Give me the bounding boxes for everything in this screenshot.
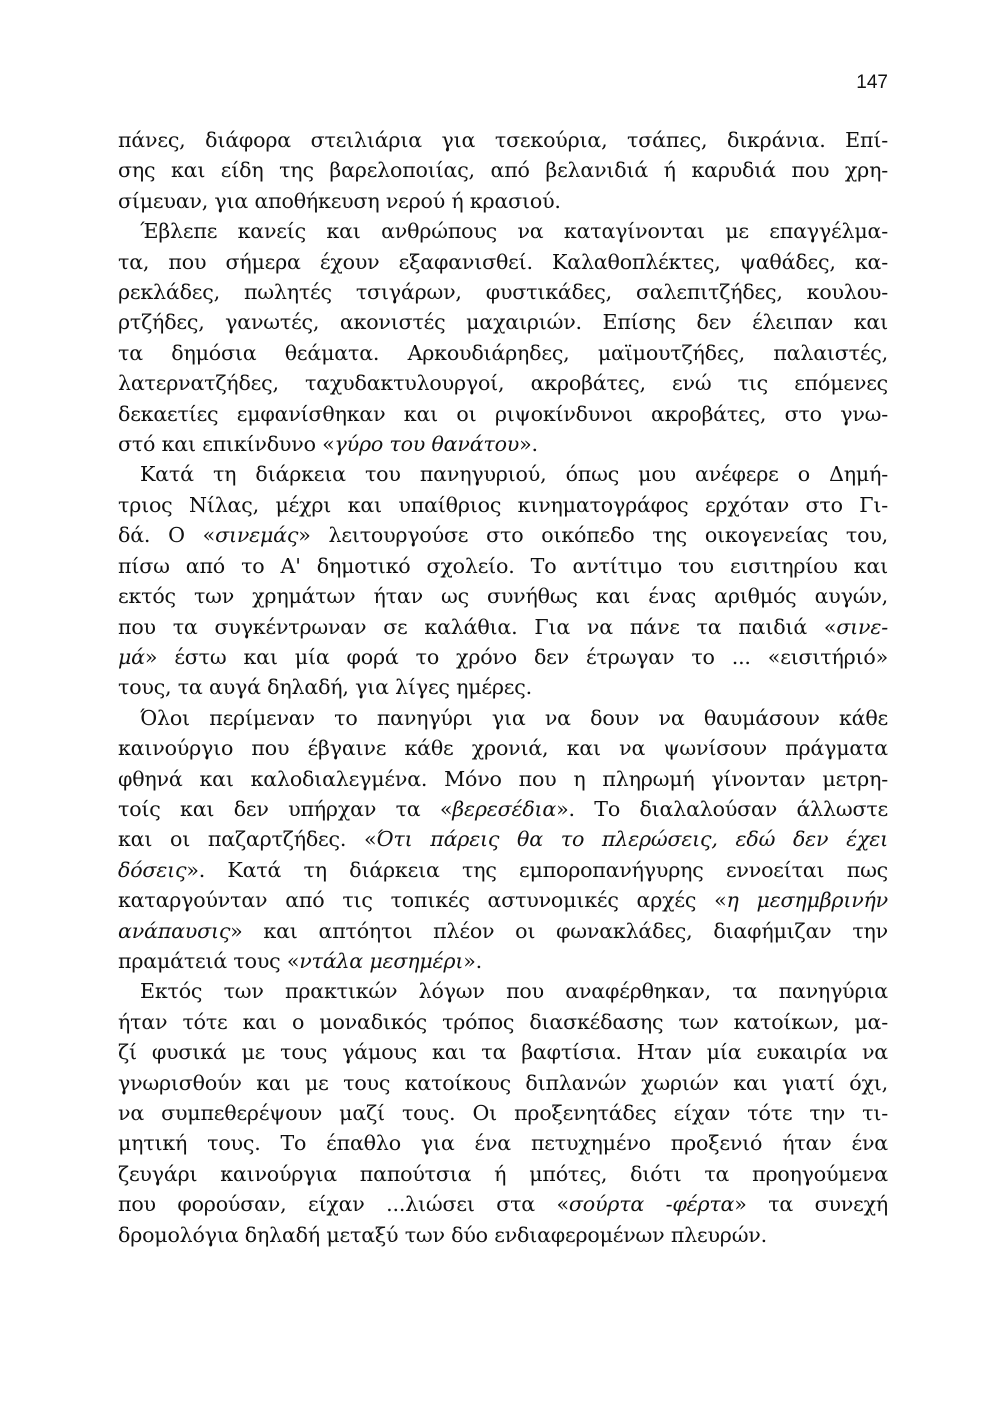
text-run: στό και επικίνδυνο «: [118, 432, 335, 457]
page-number: 147: [856, 72, 888, 93]
text-line: [118, 368, 888, 398]
text-run: που φορούσαν, είχαν ...λιώσει στα «: [118, 1192, 569, 1217]
text-line: [118, 125, 888, 155]
text-line: [118, 916, 888, 946]
body-text: [118, 125, 888, 1250]
text-run: τοίς και δεν υπήρχαν τα «: [118, 796, 453, 821]
text-run: ρτζήδες, γανωτές, ακονιστές μαχαιριών. Επίσης δεν έλειπαν και: [118, 310, 888, 335]
text-line: [118, 794, 888, 824]
text-line: [118, 155, 888, 185]
text-run: που τα συγκέντρωναν σε καλάθια. Για να πάνε τα παιδιά «: [118, 614, 837, 639]
text-line: [118, 551, 888, 581]
text-run: ».: [519, 432, 538, 457]
text-line: [118, 855, 888, 885]
italic-text: Ότι πάρεις θα το πλερώσεις, εδώ δεν έχει: [376, 827, 888, 852]
text-run: να συμπεθερέψουν μαζί τους. Οι προξενητάδες είχαν τότε την τι-: [118, 1101, 888, 1125]
text-line: [118, 247, 888, 277]
text-run: ήταν τότε και ο μοναδικός τρόπος διασκέδασης των κατοίκων, μα-: [118, 1009, 888, 1034]
text-line: [118, 399, 888, 429]
text-run: τους, τα αυγά δηλαδή, για λίγες ημέρες.: [118, 675, 532, 700]
italic-text: βερεσέδια: [452, 796, 557, 821]
text-line: [118, 277, 888, 307]
text-run: καινούργιο που έβγαινε κάθε χρονιά, και να ψωνίσουν πράγματα: [118, 736, 888, 761]
text-run: ζί φυσικά με τους γάμους και τα βαφτίσια. Ηταν μία ευκαιρία να: [118, 1040, 888, 1065]
text-line: [118, 885, 888, 915]
paragraph: [118, 703, 888, 977]
text-line: [118, 824, 888, 854]
text-run: ρεκλάδες, πωλητές τσιγάρων, φυστικάδες, σαλεπιτζήδες, κουλου-: [118, 280, 888, 305]
text-line: [118, 186, 888, 216]
text-run: πραμάτειά τους «: [118, 948, 300, 973]
text-run: λατερνατζήδες, ταχυδακτυλουργοί, ακροβάτες, ενώ τις επόμενες: [118, 371, 888, 396]
italic-text: μά: [118, 644, 145, 669]
text-run: και οι παζαρτζήδες. «: [118, 827, 377, 852]
text-line: [118, 1220, 888, 1250]
text-line: [118, 733, 888, 763]
text-run: καταργούνταν από τις τοπικές αστυνομικές αρχές «: [118, 888, 727, 913]
text-line: [118, 946, 888, 976]
text-line: [118, 581, 888, 611]
text-line: [118, 520, 888, 550]
text-run: εκτός των χρημάτων ήταν ως συνήθως και ένας αριθμός αυγών,: [118, 584, 888, 609]
paragraph: [118, 976, 888, 1250]
text-line: [118, 216, 888, 246]
text-line: [118, 672, 888, 702]
text-line: [118, 459, 888, 489]
text-run: τα δημόσια θεάματα. Αρκουδιάρηδες, μαϊμουτζήδες, παλαιστές,: [118, 340, 888, 365]
text-run: Κατά τη διάρκεια του πανηγυριού, όπως μου ανέφερε ο Δημή-: [140, 462, 888, 487]
text-run: γνωρισθούν και με τους κατοίκους διπλανών χωριών και γιατί όχι,: [118, 1070, 888, 1095]
text-line: [118, 1098, 888, 1128]
text-run: δρομολόγια δηλαδή μεταξύ των δύο ενδιαφερομένων πλευρών.: [118, 1222, 767, 1247]
text-line: [118, 976, 888, 1006]
text-line: [118, 642, 888, 672]
text-run: σίμευαν, για αποθήκευση νερού ή κρασιού.: [118, 188, 561, 213]
text-run: » και απτόητοι πλέον οι φωνακλάδες, διαφήμιζαν την: [230, 918, 888, 943]
text-run: δεκαετίες εμφανίσθηκαν και οι ριψοκίνδυνοι ακροβάτες, στο γνω-: [118, 401, 888, 426]
italic-text: ντάλα μεσημέρι: [299, 948, 464, 973]
text-run: τα, που σήμερα έχουν εξαφανισθεί. Καλαθοπλέκτες, ψαθάδες, κα-: [118, 249, 888, 274]
italic-text: σινεμάς: [215, 523, 299, 548]
text-line: [118, 1068, 888, 1098]
text-run: δά. Ο «: [118, 523, 216, 548]
text-run: σης και είδη της βαρελοποιίας, από βελανιδιά ή καρυδιά που χρη-: [118, 158, 888, 183]
text-run: ζευγάρι καινούργια παπούτσια ή μπότες, διότι τα προηγούμενα: [118, 1161, 888, 1186]
text-line: [118, 1007, 888, 1037]
text-run: πίσω από το Α' δημοτικό σχολείο. Το αντίτιμο του εισιτηρίου και: [118, 553, 888, 578]
text-line: [118, 1159, 888, 1189]
italic-text: σινε-: [836, 614, 888, 639]
paragraph: [118, 459, 888, 702]
text-line: [118, 338, 888, 368]
text-run: ». Κατά τη διάρκεια της εμποροπανήγυρης εννοείται πως: [186, 857, 888, 882]
text-line: [118, 307, 888, 337]
italic-text: δόσεις: [118, 857, 187, 882]
text-run: » έστω και μία φορά το χρόνο δεν έτρωγαν το ... «εισιτήριό»: [144, 644, 888, 669]
text-run: τριος Νίλας, μέχρι και υπαίθριος κινηματογράφος ερχόταν στο Γι-: [118, 492, 888, 517]
text-run: μητική τους. Το έπαθλο για ένα πετυχημένο προξενιό ήταν ένα: [118, 1131, 888, 1156]
text-line: [118, 612, 888, 642]
text-run: Εκτός των πρακτικών λόγων που αναφέρθηκαν, τα πανηγύρια: [140, 979, 888, 1004]
text-run: ». Το διαλαλούσαν άλλωστε: [556, 796, 888, 821]
italic-text: σούρτα -φέρτα: [568, 1192, 735, 1217]
text-line: [118, 1037, 888, 1067]
text-run: πάνες, διάφορα στειλιάρια για τσεκούρια, τσάπες, δικράνια. Επί-: [118, 128, 888, 152]
text-run: Έβλεπε κανείς και ανθρώπους να καταγίνονται με επαγγέλμα-: [140, 219, 888, 244]
italic-text: η μεσημβρινήν: [726, 888, 888, 913]
paragraph: [118, 216, 888, 459]
italic-text: ανάπαυσις: [118, 918, 231, 943]
text-run: φθηνά και καλοδιαλεγμένα. Μόνο που η πληρωμή γίνονταν μετρη-: [118, 766, 888, 791]
text-line: [118, 1189, 888, 1219]
text-line: [118, 764, 888, 794]
text-run: ».: [463, 948, 482, 973]
text-line: [118, 490, 888, 520]
text-run: » τα συνεχή: [734, 1192, 888, 1217]
text-line: [118, 703, 888, 733]
text-line: [118, 429, 888, 459]
text-run: » λειτουργούσε στο οικόπεδο της οικογενείας του,: [298, 523, 888, 548]
paragraph: [118, 125, 888, 216]
text-line: [118, 1128, 888, 1158]
text-run: Όλοι περίμεναν το πανηγύρι για να δουν να θαυμάσουν κάθε: [140, 705, 888, 730]
italic-text: γύρο του θανάτου: [334, 432, 520, 457]
